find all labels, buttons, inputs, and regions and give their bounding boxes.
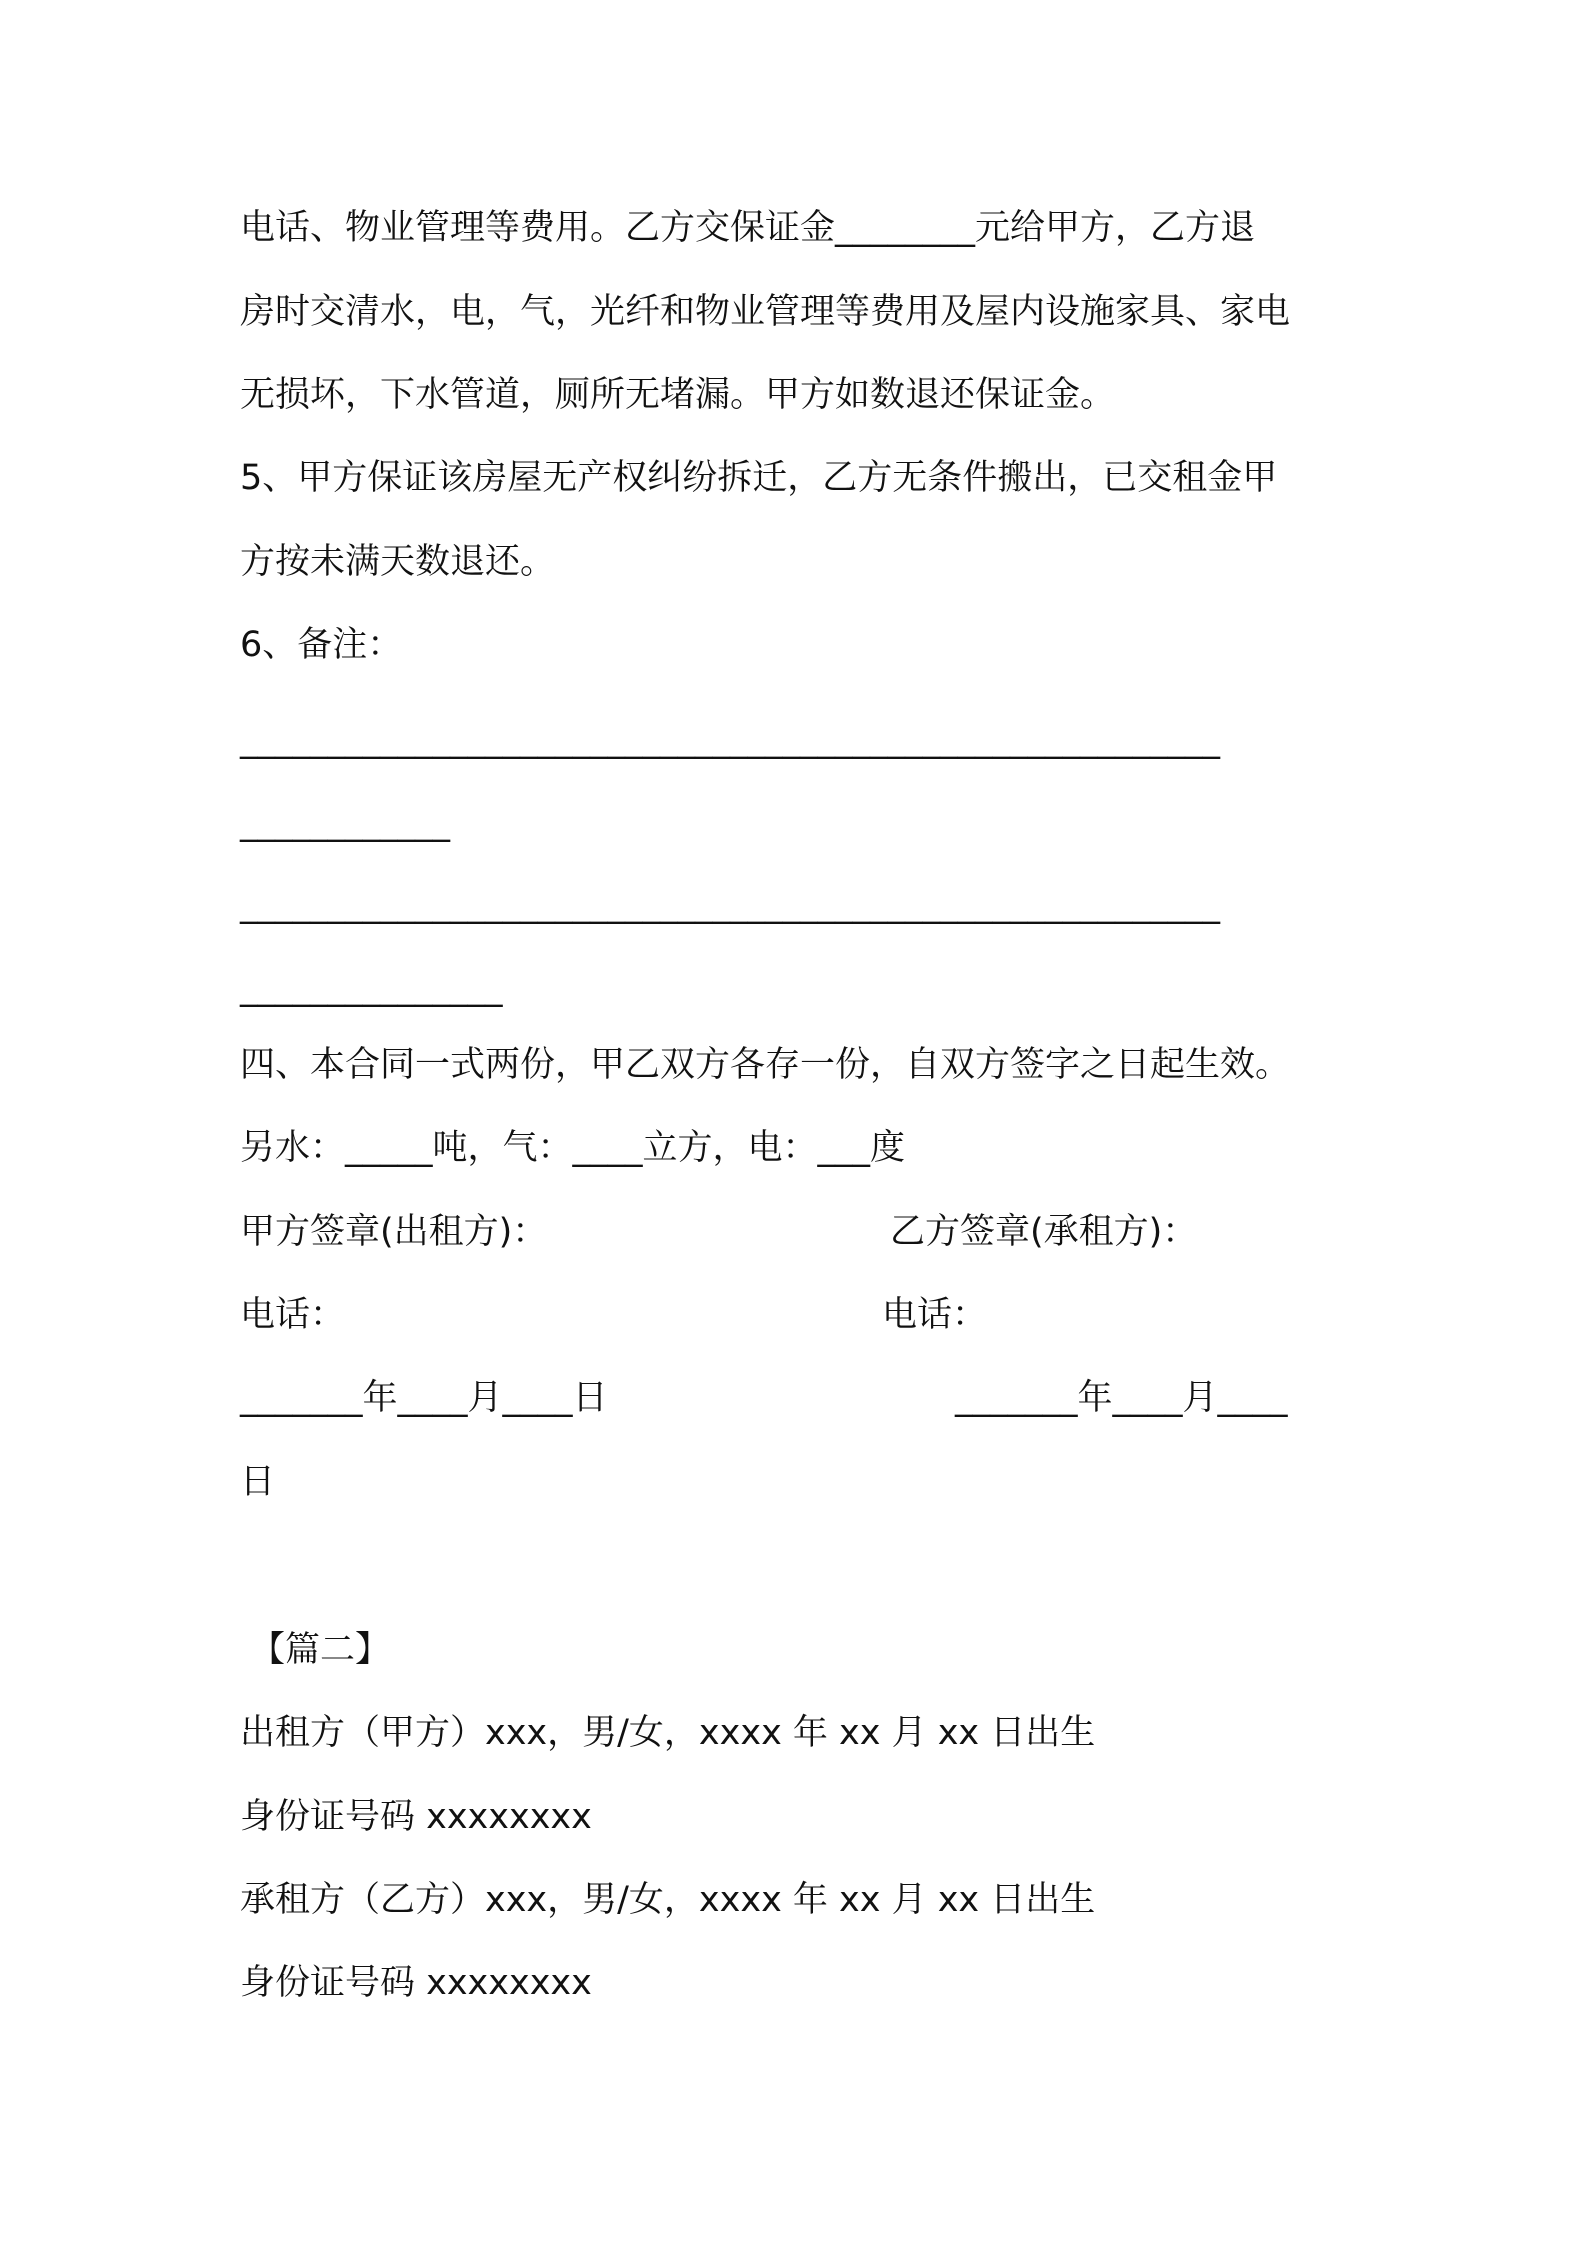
- party-b-phone: 电话：: [882, 1295, 988, 1335]
- lessor-info: 出租方（甲方）xxx，男/女，xxxx 年 xx 月 xx 日出生: [240, 1713, 1096, 1753]
- clause-4-copies: 四、本合同一式两份，甲乙双方各存一份，自双方签字之日起生效。: [240, 1045, 1291, 1085]
- remarks-blank-3: ________________________________________________________: [240, 885, 1220, 925]
- party-b-date-day: 日: [240, 1462, 276, 1502]
- remarks-blank-1: ________________________________________________________: [240, 720, 1220, 760]
- body-line-1: 电话、物业管理等费用。乙方交保证金________元给甲方，乙方退: [240, 208, 1256, 248]
- party-b-signature-label: 乙方签章(承租方)：: [890, 1212, 1198, 1252]
- clause-5-line-1: 5、甲方保证该房屋无产权纠纷拆迁，乙方无条件搬出，已交租金甲: [240, 458, 1278, 498]
- party-a-signature-label: 甲方签章(出租方)：: [240, 1212, 548, 1252]
- lessee-id-number: 身份证号码 xxxxxxxx: [240, 1963, 592, 2003]
- lessee-info: 承租方（乙方）xxx，男/女，xxxx 年 xx 月 xx 日出生: [240, 1880, 1096, 1920]
- section-two-heading: 【篇二】: [250, 1630, 391, 1670]
- remarks-blank-4: _______________: [240, 968, 503, 1008]
- party-a-phone: 电话：: [240, 1295, 346, 1335]
- party-b-date: _______年____月____: [955, 1378, 1288, 1418]
- remarks-blank-2: ____________: [240, 803, 450, 843]
- body-line-3: 无损坏，下水管道，厕所无堵漏。甲方如数退还保证金。: [240, 375, 1116, 415]
- lessor-id-number: 身份证号码 xxxxxxxx: [240, 1797, 592, 1837]
- clause-6-remarks: 6、备注：: [240, 625, 403, 665]
- meter-readings: 另水：_____吨，气：____立方，电：___度: [240, 1128, 906, 1168]
- clause-5-line-2: 方按未满天数退还。: [240, 542, 556, 582]
- body-line-2: 房时交清水，电，气，光纤和物业管理等费用及屋内设施家具、家电: [240, 292, 1291, 332]
- party-a-date: _______年____月____日: [240, 1378, 608, 1418]
